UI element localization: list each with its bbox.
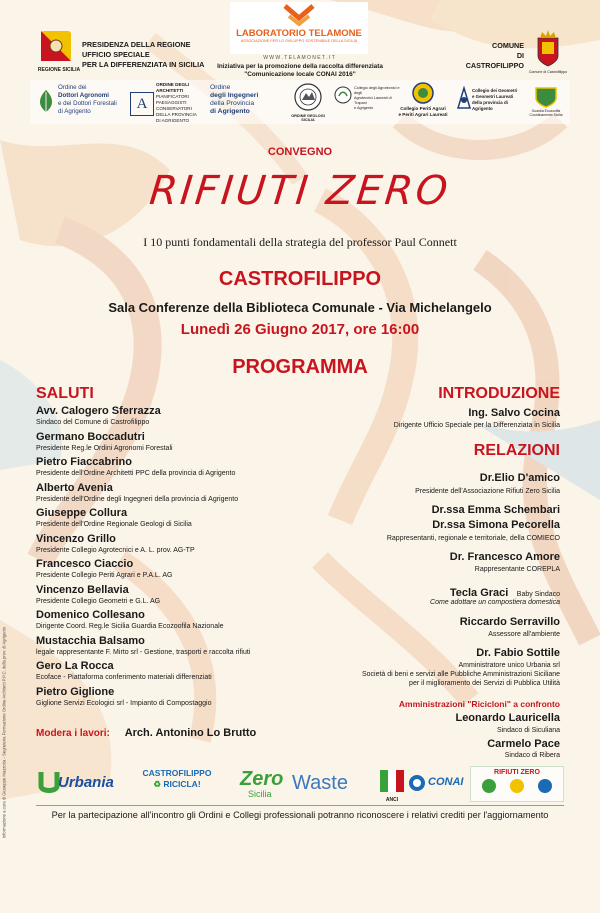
lab-url: W W W . T E L A M O N E T . I T: [263, 55, 335, 61]
ingegneri-line: Ordine: [210, 84, 231, 91]
crest-icon: [536, 30, 560, 68]
moderator-name: Arch. Antonino Lo Brutto: [124, 727, 257, 739]
emma-name: Dr.ssa Emma Schembari: [431, 504, 560, 516]
comune-crest-caption: Comune di Castrofilippo: [528, 70, 568, 74]
lab-title: LABORATORIO TELAMONE: [236, 28, 362, 39]
speaker-role: Ecoface - Piattaforma conferimento materiali differenziati: [36, 674, 212, 681]
saluti-heading: SALUTI: [36, 385, 94, 402]
partner-guardia: [524, 82, 568, 122]
ingegneri-line: della Provincia: [210, 100, 255, 107]
anci-label: ANCI: [385, 797, 399, 803]
lauricella-name: Leonardo Lauricella: [455, 712, 560, 724]
side-credit: Informazione a cura di Giuseppe Mazzotta - Segreteria Formazione Ordine Architetti P.P.C. della prov. di Agrigento: [1, 626, 7, 839]
saluti-item: [36, 660, 336, 686]
zerowaste-zero: Zero: [240, 768, 284, 790]
region-logo: [38, 28, 74, 64]
architetti-line: PIANIFICATORI: [156, 94, 190, 99]
guardia-shield-icon: [534, 84, 558, 108]
rifiuti-zero-art-icon: [471, 776, 563, 796]
speaker-name: Vincenzo Bellavia: [36, 583, 129, 596]
footer-divider: [36, 805, 564, 806]
region-line: PER LA DIFFERENZIATA IN SICILIA: [82, 60, 205, 69]
speaker-name: Francesco Ciaccio: [36, 558, 134, 570]
recycle-icon: ♻: [153, 779, 161, 789]
serravillo-role: Assessore all'ambiente: [488, 631, 560, 638]
rifiuti-zero-small-logo: [470, 766, 564, 802]
speaker-role: legale rappresentante F. Mirto srl - Gestione, trasporti e raccolta rifiuti: [36, 648, 251, 656]
tecla-name: Tecla Graci: [449, 587, 509, 599]
sottile-role-line: Amministratore unico Urbania srl: [458, 662, 560, 669]
region-line: UFFICIO SPECIALE: [82, 50, 150, 59]
architetti-monogram-icon: A: [130, 92, 154, 116]
speaker-name: Domenico Collesano: [36, 609, 145, 621]
introduzione-heading: INTRODUZIONE: [438, 385, 560, 402]
comune-line: CASTROFILIPPO: [465, 61, 524, 70]
initiative-line-1: Iniziativa per la promozione della raccolta differenziata: [217, 63, 383, 70]
architetti-line: DELLA PROVINCIA: [156, 112, 197, 117]
pace-role: Sindaco di Ribera: [504, 752, 560, 759]
architetti-line: ORDINE DEGLI ARCHITETTI: [156, 82, 190, 93]
conai-logo: [408, 770, 464, 796]
partner-geometri: [456, 82, 522, 122]
pace-name: Carmelo Pace: [487, 738, 560, 750]
agronomi-line: Dottori Agronomi: [58, 92, 109, 99]
event-title: RIFIUTI ZERO: [147, 168, 453, 214]
speaker-role: Sindaco del Comune di Castrofilippo: [36, 419, 150, 426]
speaker-role: Presidente dell'Ordine Architetti PPC della provincia di Agrigento: [36, 470, 236, 477]
speaker-name: Alberto Avenia: [36, 481, 113, 494]
intro-role: Dirigente Ufficio Speciale per la Differenziata in Sicilia: [393, 422, 560, 429]
tecla-tag: Baby Sindaco: [516, 591, 560, 598]
sottile-name: Dr. Fabio Sottile: [476, 647, 560, 659]
serravillo-name: Riccardo Serravillo: [459, 616, 560, 628]
architetti-line: CONSERVATORI: [156, 106, 192, 111]
speaker-role: Presidente Collegio Geometri e G.L. AG: [36, 597, 161, 605]
telamone-icon: [279, 4, 319, 26]
comune-crest: [536, 30, 560, 68]
event-date: Lunedì 26 Giugno 2017, ore 16:00: [180, 321, 420, 338]
speaker-name: Germano Boccadutri: [36, 430, 145, 443]
partner-ingegneri: [210, 82, 284, 122]
saluti-item: [36, 482, 336, 508]
region-line: PRESIDENZA DELLA REGIONE: [82, 40, 191, 49]
partner-geologi: [285, 82, 331, 122]
saluti-item: [36, 405, 336, 431]
trinacria-icon: [38, 28, 74, 64]
agronomi-line: di Agrigento: [58, 108, 91, 115]
periti-seal-icon: [412, 82, 434, 104]
agrotecnici-line: Collegio degli Agrotecnici e degli: [354, 86, 400, 95]
comune-line: DI: [516, 51, 524, 60]
zerowaste-logo: [240, 768, 370, 800]
zerowaste-waste: Waste: [292, 772, 348, 794]
saluti-item: [36, 456, 336, 482]
ingegneri-line: di Agrigento: [210, 108, 250, 115]
simona-name: Dr.ssa Simona Pecorella: [432, 519, 560, 531]
intro-name: Ing. Salvo Cocina: [468, 407, 560, 419]
geologi-label: ORDINE GEOLOGI SICILIA: [291, 114, 325, 122]
moderator: [36, 727, 256, 739]
comieco-role: Rappresentanti, regionale e territoriale, della COMIECO: [386, 535, 560, 542]
geometri-line: Collegio dei Geometri: [472, 88, 518, 93]
speaker-role: Dirigente Coord. Reg.le Sicilia Guardia Ecozoofila Nazionale: [36, 623, 224, 630]
relazioni-heading: RELAZIONI: [473, 442, 560, 459]
lab-telamone-logo: [230, 2, 368, 54]
periti-line: Collegio Periti Agrari: [400, 106, 446, 111]
event-kind: CONVEGNO: [267, 146, 333, 158]
castro-ricicla-row: [140, 779, 214, 790]
comune-heading: [440, 41, 524, 71]
speaker-role: Presidente Reg.le Ordini Agronomi Forestali: [36, 444, 173, 452]
sottile-role-line: per il miglioramento dei Servizi di Pubblica Utilità: [409, 680, 560, 687]
geologi-seal-icon: [293, 82, 323, 112]
guardia-line: Coordinamento Sicilia: [529, 113, 563, 118]
leaf-icon: [36, 88, 56, 114]
conai-icon: [408, 774, 426, 792]
saluti-item: [36, 584, 336, 610]
speaker-name: Pietro Giglione: [36, 685, 115, 698]
moderator-label: Modera i lavori:: [36, 728, 110, 739]
sottile-role-line: Società di beni e servizi alle Pubbliche Amministrazioni Siciliane: [361, 671, 560, 678]
speaker-role: Presidente dell'Ordine Regionale Geologi di Sicilia: [36, 521, 192, 528]
saluti-item: [36, 686, 336, 712]
speaker-role: Giglione Servizi Ecologici srl - Impianto di Compostaggio: [36, 699, 212, 707]
event-town: CASTROFILIPPO: [218, 268, 382, 290]
urbania-logo: [38, 768, 122, 798]
periti-line: e Periti Agrari Laureati: [398, 112, 448, 117]
initiative-line-2: "Comunicazione locale CONAI 2016": [244, 71, 356, 78]
saluti-item: [36, 558, 336, 584]
urbania-label: Urbania: [58, 774, 114, 791]
amore-role: Rappresentante COREPLA: [474, 566, 560, 573]
agrotecnici-line: e Agrigento: [354, 106, 374, 110]
saluti-item: [36, 431, 336, 457]
tecla-role: Come adottare un compostiera domestica: [430, 599, 560, 606]
speaker-name: Avv. Calogero Sferrazza: [36, 405, 161, 417]
anci-logo: [380, 770, 404, 803]
speaker-name: Mustacchia Balsamo: [36, 634, 145, 647]
saluti-list: [36, 405, 336, 711]
partner-periti: [392, 82, 454, 122]
agrotecnici-seal-icon: [334, 86, 352, 104]
sottile-role: [300, 661, 560, 688]
footer-note: Per la partecipazione all'incontro gli Ordini e Collegi professionali potranno riconoscere i relativi crediti per l'aggiornamento: [51, 810, 549, 820]
speaker-name: Giuseppe Collura: [36, 507, 128, 519]
castro-ricicla-logo: [140, 768, 214, 790]
saluti-item: [36, 533, 336, 559]
region-logo-caption: REGIONE SICILIA: [37, 67, 81, 73]
elio-role: Presidente dell'Associazione Rifiuti Zero Sicilia: [415, 488, 560, 495]
event-venue: Sala Conferenze della Biblioteca Comunale - Via Michelangelo: [108, 300, 492, 315]
agronomi-line: Ordine dei: [58, 84, 87, 91]
agronomi-line: e dei Dottori Forestali: [58, 100, 117, 107]
speaker-role: Presidente dell'Ordine degli Ingegneri della provincia di Agrigento: [36, 495, 239, 503]
region-heading: [82, 40, 204, 70]
geometri-line: della provincia di Agrigento: [472, 100, 508, 111]
geometri-line: e Geometri Laureati: [472, 94, 514, 99]
architetti-line: DI AGRIGENTO: [156, 118, 190, 123]
zerowaste-sicilia: Sicilia: [248, 789, 272, 799]
event-subtitle: I 10 punti fondamentali della strategia del professor Paul Connett: [143, 235, 457, 249]
rifiuti-zero-small-label: RIFIUTI ZERO: [494, 769, 540, 776]
guardia-line: Guardia Ecozoofila: [531, 109, 561, 113]
speaker-role: Presidente Collegio Periti Agrari e P.A.L. AG: [36, 572, 173, 579]
saluti-item: [36, 609, 336, 635]
speaker-name: Pietro Fiaccabrino: [36, 456, 132, 468]
lauricella-role: Sindaco di Siculiana: [496, 727, 560, 734]
ingegneri-line: degli Ingegneri: [210, 92, 259, 99]
conai-label: CONAI: [428, 776, 464, 788]
lab-subtitle: ASSOCIAZIONE PER LO SVILUPPO SOSTENIBILE DELLA SICILIA: [240, 39, 358, 43]
elio-name: Dr.Elio D'amico: [479, 472, 560, 484]
comune-line: COMUNE: [492, 41, 524, 50]
amore-name: Dr. Francesco Amore: [449, 551, 560, 563]
saluti-item: [36, 507, 336, 533]
urbania-u-icon: [38, 770, 60, 796]
agrotecnici-line: Agrotecnici Laureati di Trapani: [354, 96, 392, 105]
ricicloni-heading: Amministrazioni "Ricicloni" a confronto: [398, 699, 560, 709]
geometri-icon: [456, 86, 472, 110]
architetti-line: PAESAGGISTI: [156, 100, 187, 105]
speaker-name: Vincenzo Grillo: [36, 532, 116, 545]
partner-architetti: [130, 82, 208, 122]
speaker-name: Gero La Rocca: [36, 660, 114, 672]
anci-flag-icon: [380, 770, 404, 792]
castro-ricicla-line: RICICLA!: [163, 779, 201, 789]
speaker-role: Presidente Collegio Agrotecnici e A. L. prov. AG-TP: [36, 546, 195, 554]
castro-ricicla-line: CASTROFILIPPO: [142, 768, 212, 778]
programma-heading: PROGRAMMA: [232, 356, 368, 378]
saluti-item: [36, 635, 336, 661]
